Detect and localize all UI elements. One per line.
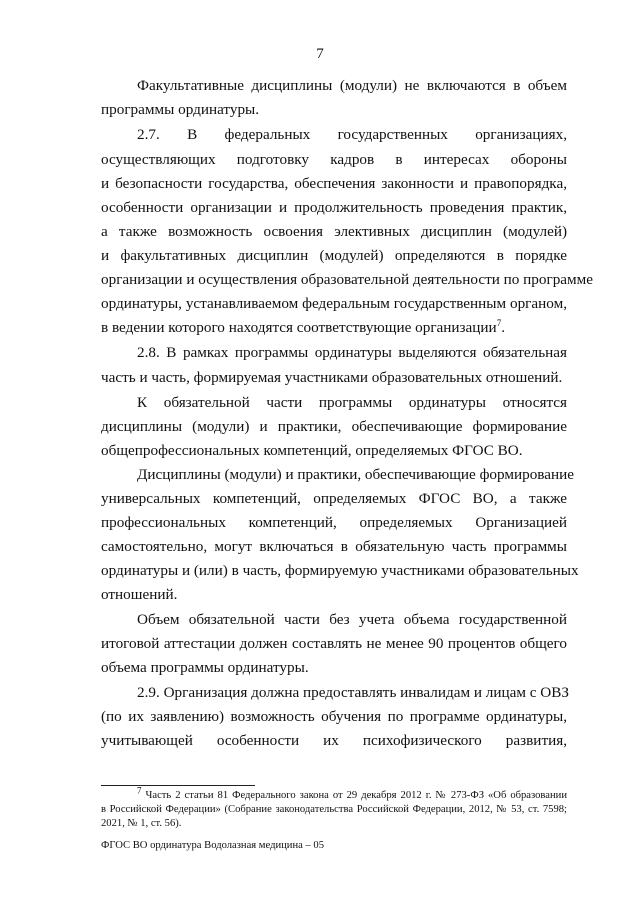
footnote-line-3: 2021, № 1, ст. 56). [101,818,182,829]
body-line-12: 2.8. В рамках программы ординатуры выделяются обязательная [137,344,567,361]
page-number: 7 [316,46,324,62]
body-line-13: часть и часть, формируемая участниками образовательных отношений. [101,369,563,386]
body-line-6: особенности организации и продолжительность проведения практик, [101,199,567,216]
footnote-text-1: Часть 2 статьи 81 Федерального закона от 29 декабря 2012 г. № 273-ФЗ «Об образовании [145,790,567,801]
body-line-4: осуществляющих подготовку кадров в интересах обороны [101,151,567,168]
body-line-17: Дисциплины (модули) и практики, обеспечивающие формирование [137,466,575,483]
footnote-rule [101,785,255,786]
body-line-25: объема программы ординатуры. [101,659,309,676]
footnote-line-1 [137,785,567,802]
body-line-3: 2.7. В федеральных государственных организациях, [137,126,567,143]
body-line-9: организации и осуществления образовательной деятельности по программе [101,271,593,288]
footnote-marker: 7 [137,785,142,796]
body-line-7: а также возможность освоения элективных дисциплин (модулей) [101,223,567,240]
body-line-5: и безопасности государства, обеспечения законности и правопорядка, [101,175,567,192]
body-line-10: ординатуры, устанавливаемом федеральным государственным органом, [101,295,567,312]
footnote-line-2: в Российской Федерации» (Собрание законодательства Российской Федерации, 2012, № 53, ст. 7598; [101,804,567,815]
body-line-16: общепрофессиональных компетенций, определяемых ФГОС ВО. [101,442,523,459]
body-line-21: ординатуры и (или) в часть, формируемую участниками образовательных [101,562,579,579]
footnote-ref-end: . [501,319,505,336]
body-line-27: (по их заявлению) возможность обучения по программе ординатуры, [101,708,567,725]
body-line-24: итоговой аттестации должен составлять не менее 90 процентов общего [101,635,567,652]
footnote-ref: 7 [496,317,502,328]
body-line-20: самостоятельно, могут включаться в обязательную часть программы [101,538,567,555]
body-line-14: К обязательной части программы ординатуры относятся [137,394,567,411]
body-line-22: отношений. [101,586,178,603]
body-line-11 [101,318,567,338]
body-line-8: и факультативных дисциплин (модулей) определяются в порядке [101,247,567,264]
body-line-11-text: в ведении которого находятся соответствующие организации [101,319,497,336]
body-line-15: дисциплины (модули) и практики, обеспечивающие формирование [101,418,567,435]
body-line-19: профессиональных компетенций, определяемых Организацией [101,514,567,531]
body-line-2: программы ординатуры. [101,101,260,118]
body-line-1: Факультативные дисциплины (модули) не включаются в объем [137,77,567,94]
page-footer: ФГОС ВО ординатура Водолазная медицина – 05 [101,840,325,851]
body-line-23: Объем обязательной части без учета объема государственной [137,611,567,628]
body-line-26: 2.9. Организация должна предоставлять инвалидам и лицам с ОВЗ [137,684,569,701]
body-line-18: универсальных компетенций, определяемых ФГОС ВО, а также [101,490,567,507]
body-line-28: учитывающей особенности их психофизического развития, [101,732,567,749]
